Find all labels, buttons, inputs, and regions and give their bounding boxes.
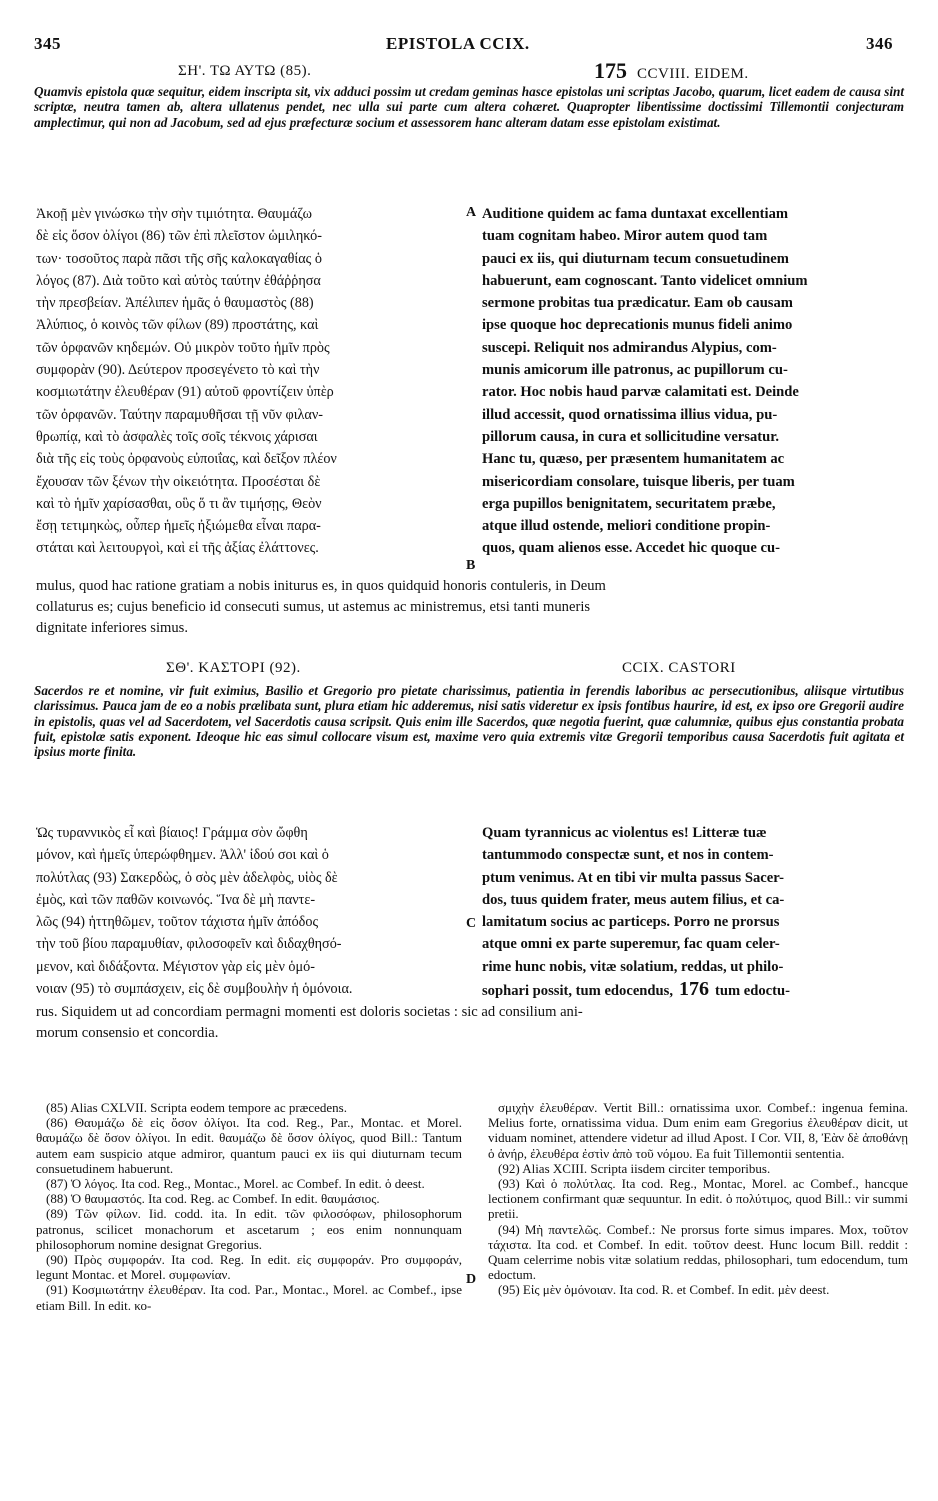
page-number-right: 346	[866, 34, 893, 53]
greek-line: Ἀκοῇ μὲν γινώσκω τὴν σὴν τιμιότητα. Θαυμάζω	[36, 206, 313, 222]
greek-line: τὴν πρεσβείαν. Ἀπέλιπεν ἡμᾶς ὁ θαυμαστὸς (88)	[36, 295, 314, 312]
footnote: (88) Ὁ θαυμαστός. Ita cod. Reg. ac Combef. In edit. θαυμάσιος.	[46, 1191, 380, 1207]
latin-line-text: sophari possit, tum edocendus,	[482, 983, 673, 1000]
latin-line: atque omni ex parte superemur, fac quam celer-	[482, 936, 780, 953]
latin-line: Quam tyrannicus ac violentus es! Litteræ tuæ	[482, 825, 767, 841]
footnote: (95) Εἰς μὲν ὁμόνοιαν. Ita cod. R. et Combef. In edit. μὲν deest.	[498, 1282, 830, 1298]
footnote: (94) Μὴ παντελῶς. Combef.: Ne prorsus forte simus impares. Mox, τοῦτον τάχιστα. Ita cod. et Combef. In edit. τοῦτον deest. Hunc locum Bill. reddit : Quam celerrime nobis vitæ solatium reddas, philosophari, tum edocendum, tum edoctum.	[488, 1221, 908, 1283]
latin-line: ptum venimus. At en tibi vir multa passus Sacer-	[482, 869, 785, 886]
greek-line: συμφορὰν (90). Δεύτερον προσεγένετο τὸ καὶ τὴν	[36, 362, 320, 379]
greek-line: καὶ τὸ ἡμῖν χαρίσασθαι, οὓς ὅ τι ἂν τιμήσῃς, Θεὸν	[36, 495, 322, 512]
footnote: σμιχὴν ἐλευθέραν. Vertit Bill.: ornatissima uxor. Combef.: ingenua femina. Melius forte, ornatissima vidua. Dum enim eam Gregorius ἐλευθέραν dicit, ut viduam nominet, attendere videtur ad illud Apost. I Cor. VII, 8, Ἐὰν δὲ ἀποθάνῃ ὁ ἀνήρ, ἐλευθέρα ἐστὶν ἀπὸ τοῦ νόμου. Ea fuit Tillemontii sententia.	[488, 1100, 908, 1161]
latin-line: sermone probitas tua prædicatur. Eam ob causam	[482, 295, 793, 312]
latin-heading-209: CCIX. CASTORI	[622, 660, 736, 676]
latin-continuation-209	[36, 1002, 908, 1044]
greek-line: τῶν ὀρφανῶν. Ταύτην παραμυθῆσαι τῇ νῦν φιλαν-	[36, 406, 323, 423]
greek-line: ἔχουσαν τῶν ξένων τὴν οἰκειότητα. Προσέσται δὲ	[36, 473, 321, 490]
footnote: (87) Ὁ λόγος. Ita cod. Reg., Montac., Morel. ac Combef. In edit. ὁ deest.	[46, 1176, 425, 1192]
latin-line: pillorum causa, in cura et sollicitudine versatur.	[482, 428, 780, 445]
footnotes-left	[36, 1100, 462, 1313]
greek-line: Ἀλύπιος, ὁ κοινὸς τῶν φίλων (89) προστάτης, καὶ	[36, 317, 319, 334]
footnote: (91) Κοσμιωτάτην ἐλευθέραν. Ita cod. Par., Montac., Morel. ac Combef., ipse etiam Bill. In edit. κο-	[36, 1282, 462, 1313]
greek-line: ἔσῃ τετιμηκὼς, οὗπερ ἡμεῖς ἠξιώμεθα εἶναι παρα-	[36, 518, 321, 535]
latin-line	[482, 978, 910, 1002]
latin-line: munis amicorum ille patronus, ac pupillorum cu-	[482, 362, 788, 379]
margin-marker-b: B	[466, 558, 476, 573]
latin-line: mulus, quod hac ratione gratiam a nobis initurus es, in quos quidquid honoris contuleris, in Deum	[36, 578, 606, 594]
latin-line: rime hunc nobis, vitæ solatium, reddas, ut philo-	[482, 958, 784, 975]
latin-heading-text: CCVIII. EIDEM.	[637, 66, 749, 82]
latin-line: collaturus es; cujus beneficio id consecuti sumus, ut astemus ac ministremus, etsi tanti muneris	[36, 599, 591, 615]
latin-line: erga pupillos benignitatem, securitatem præbe,	[482, 495, 776, 512]
greek-line: στάται καὶ λειτουργοὶ, καὶ εἰ τῆς ἀξίας ἐλάττονες.	[36, 540, 319, 557]
page-marker-176: 176	[678, 978, 709, 1001]
margin-marker-a: A	[466, 205, 477, 220]
greek-heading-209: ΣΘ'. ΚΑΣΤΟΡΙ (92).	[166, 660, 301, 676]
greek-line: λόγος (87). Διὰ τοῦτο καὶ αὐτὸς ταύτην ἐθάῤῥησα	[36, 272, 321, 289]
intro-208: Quamvis epistola quæ sequitur, eidem inscripta sit, vix adduci possim ut credam geminas hasce epistolas uni scriptas Jacobo, quarum, licet eadem de causa sint scriptæ, neutra tamen ab, altera ullatenus pendet, nec ulla sui parte cum altera cohæret. Quapropter libentissime doctissimi Tillemontii conjecturam amplectimur, qui non ad Jacobum, sed ad ejus præfecturæ socium et assessorem hanc alteram datam esse epistolam existimat.	[34, 84, 904, 130]
latin-line: Auditione quidem ac fama duntaxat excellentiam	[482, 206, 789, 222]
footnote: (92) Alias XCIII. Scripta iisdem circiter temporibus.	[498, 1160, 771, 1176]
latin-heading-208	[594, 58, 749, 84]
latin-line: rus. Siquidem ut ad concordiam permagni momenti est doloris societas : sic ad consilium ani-	[36, 1004, 583, 1020]
latin-line: tantummodo conspectæ sunt, et nos in contem-	[482, 847, 774, 864]
latin-line-suffix: tum edoctu-	[714, 983, 790, 1000]
latin-line: atque illud ostende, meliori conditione propin-	[482, 518, 771, 535]
greek-line: τὴν τοῦ βίου παραμυθίαν, φιλοσοφεῖν καὶ διδαχθησό-	[36, 936, 342, 953]
latin-line: morum consensio et concordia.	[36, 1025, 219, 1041]
intro-209: Sacerdos re et nomine, vir fuit eximius, Basilio et Gregorio pro pietate charissimus, patientia in ferendis laboribus ac persecutionibus, aliisque virtutibus clarissimus. Pauca jam de eo a nobis prælibata sunt, plura etiam hic adderemus, nisi satis videretur ex ipsis fontibus haurire, id est, ex ipso ore Gregorii audire in epistolis, quas vel ad Sacerdotem, vel Sacerdotis causa scripsit. Quis enim ille Sacerdos, quæ negotia fuerint, quæ calumniæ, quibus ejus constantia probata fuit, epistolæ satis exponent. Ideoque hic eas simul collocare visum est, maxime vero quia extremis vitæ Gregorii temporibus causa Sacerdotis fuit agitata et ipsius morte finita.	[34, 683, 904, 760]
latin-line: tuam cognitam habeo. Miror autem quod tam	[482, 228, 768, 245]
page-marker-175: 175	[594, 58, 627, 83]
footnote: (86) Θαυμάζω δὲ εἰς ὅσον ὀλίγοι. Ita cod. Reg., Par., Montac. et Morel. θαυμάζω δὲ ὅσον ὀλίγοι. In edit. θαυμάζω δὲ ὅσον ὀλίγος, quod Bill.: Tantum autem eam suspicio atque admiror, quantum pauci ex iis qui diuturnam tecum consuetudinem habuerunt.	[36, 1115, 462, 1176]
latin-line: pauci ex iis, qui diuturnam tecum consuetudinem	[482, 250, 789, 267]
footnotes-right	[488, 1100, 908, 1298]
greek-column-208	[36, 203, 464, 560]
latin-line: habuerunt, eam cognoscant. Tanto videlicet omnium	[482, 272, 808, 289]
footnote: (90) Πρὸς συμφοράν. Ita cod. Reg. In edit. εἰς συμφοράν. Pro συμφοράν, legunt Montac. et Morel. συμφωνίαν.	[36, 1252, 462, 1283]
latin-line: dignitate inferiores simus.	[36, 620, 188, 636]
latin-line: Hanc tu, quæso, per præsentem humanitatem ac	[482, 451, 785, 468]
greek-line: ἐμὸς, καὶ τῶν παθῶν κοινωνός. Ἵνα δὲ μὴ παντε-	[36, 891, 316, 908]
greek-line: θρωπίᾳ, καὶ τὸ ἀσφαλὲς τοῖς σοῖς τέκνοις χάρισαι	[36, 428, 318, 445]
greek-line: δὲ εἰς ὅσον ὀλίγοι (86) τῶν ἐπὶ πλεῖστον ὡμιληκό-	[36, 228, 322, 245]
running-title: EPISTOLA CCIX.	[386, 34, 530, 53]
greek-line: μόνον, καὶ ἡμεῖς ὑπερώφθημεν. Ἀλλ' ἰδού σοι καὶ ὁ	[36, 847, 329, 864]
latin-line: dos, tuus quidem frater, meus autem filius, et ca-	[482, 891, 785, 908]
greek-line: μενον, καὶ διδάξοντα. Μέγιστον γὰρ εἰς μὲν ὁμό-	[36, 958, 315, 975]
latin-column-208	[482, 203, 910, 560]
page-number-left: 345	[34, 34, 61, 53]
latin-line: lamitatum socius ac particeps. Porro ne prorsus	[482, 914, 780, 931]
greek-line: κοσμιωτάτην ἐλευθέραν (91) αὐτοῦ φροντίζειν ὑπὲρ	[36, 384, 334, 401]
greek-line: διὰ τῆς εἰς τοὺς ὀρφανοὺς εὐποιΐας, καὶ δεῖξον πλέον	[36, 451, 337, 468]
latin-line: suscepi. Reliquit nos admirandus Alypius, com-	[482, 339, 777, 356]
latin-line: quos, quam alienos esse. Accedet hic quoque cu-	[482, 540, 780, 557]
margin-marker-c: C	[466, 916, 477, 931]
latin-line: illud accessit, quod ornatissima illius vidua, pu-	[482, 406, 778, 423]
greek-column-209	[36, 822, 464, 1000]
latin-line: ipse quoque hoc deprecationis munus fideli animo	[482, 317, 793, 334]
greek-line: των· τοσοῦτος παρὰ πᾶσι τῆς σῆς καλοκαγαθίας ὁ	[36, 250, 322, 267]
margin-marker-d: D	[466, 1272, 477, 1287]
footnote: (93) Καὶ ὁ πολύτλας. Ita cod. Reg., Montac, Morel. ac Combef., hancque lectionem confirmant quæ sequuntur. In edit. ὁ πολύτιμος, quod Bill.: vir summi pretii.	[488, 1176, 908, 1222]
latin-column-209	[482, 822, 910, 1002]
greek-line: πολύτλας (93) Σακερδὼς, ὁ σὸς μὲν ἀδελφὸς, υἱὸς δὲ	[36, 869, 338, 886]
latin-line: misericordiam consolare, tuisque liberis, per tuam	[482, 473, 795, 490]
greek-line: Ὡς τυραννικὸς εἶ καὶ βίαιος! Γράμμα σὸν ὤφθη	[36, 825, 308, 841]
greek-line: λῶς (94) ἡττηθῶμεν, τοῦτον τάχιστα ἡμῖν ἀπόδος	[36, 914, 319, 931]
greek-line: τῶν ὀρφανῶν κηδεμών. Οὐ μικρὸν τοῦτο ἡμῖν πρὸς	[36, 339, 330, 356]
footnote: (89) Τῶν φίλων. Iid. codd. ita. In edit. τῶν φιλοσόφων, philosophorum patronus, scilicet monachorum et ascetarum ; eos enim nonnunquam philosophorum nomine designat Gregorius.	[36, 1206, 462, 1252]
footnote: (85) Alias CXLVII. Scripta eodem tempore ac præcedens.	[46, 1100, 347, 1115]
greek-line: νοιαν (95) τὸ συμπάσχειν, εἰς δὲ συμβουλὴν ἡ ὁμόνοια.	[36, 981, 353, 998]
greek-heading-208: ΣΗ'. ΤΩ ΑΥΤΩ (85).	[178, 63, 312, 79]
latin-continuation-208	[36, 576, 908, 639]
latin-line: rator. Hoc nobis haud parvæ calamitati est. Deinde	[482, 384, 799, 401]
